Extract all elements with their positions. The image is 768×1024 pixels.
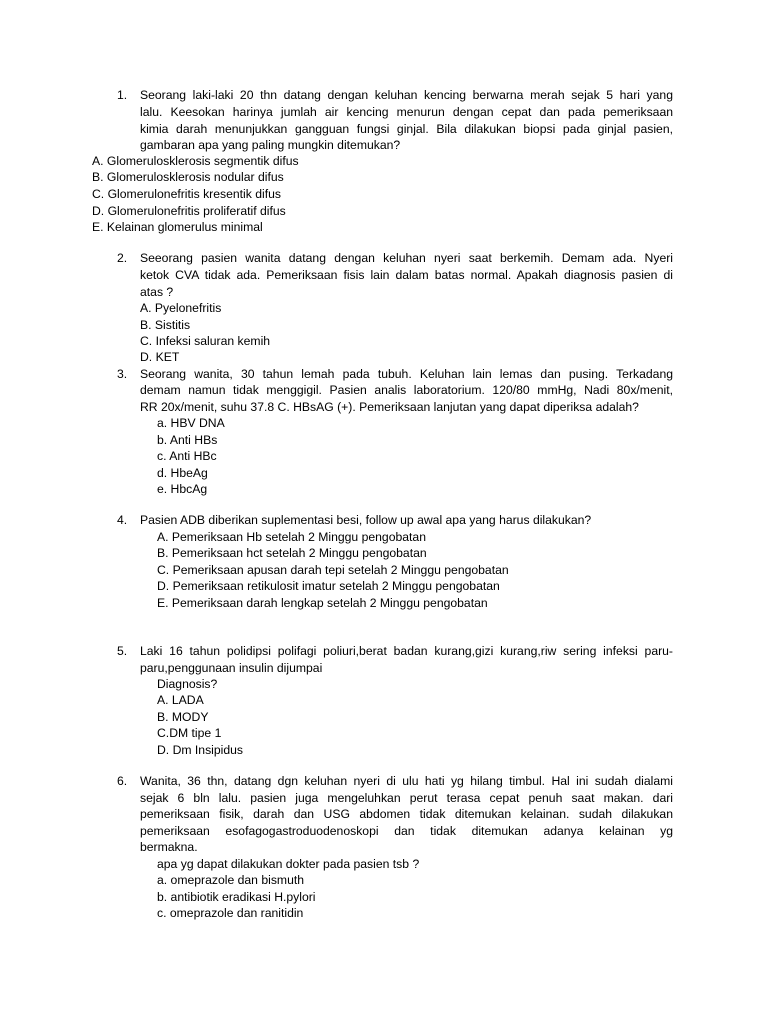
answer-option: D. Pemeriksaan retikulosit imatur setelah 2 Minggu pengobatan — [157, 579, 500, 593]
answer-option: D. KET — [140, 350, 180, 364]
answer-option: B. MODY — [157, 710, 209, 724]
answer-option: C. Glomerulonefritis kresentik difus — [92, 187, 281, 201]
question-stem-line: Laki 16 tahun polidipsi polifagi poliuri,berat badan kurang,gizi kurang,riw sering infeksi paru- — [140, 644, 673, 658]
question-number: 2. — [117, 251, 128, 265]
answer-option: C. Pemeriksaan apusan darah tepi setelah 2 Minggu pengobatan — [157, 563, 509, 577]
question-stem-line: sejak 6 bln lalu. pasien juga mengeluhkan perut terasa cepat penuh saat makan. dari — [140, 791, 673, 805]
answer-option: d. HbeAg — [157, 466, 208, 480]
answer-option: b. Anti HBs — [157, 433, 218, 447]
answer-option: A. Glomerulosklerosis segmentik difus — [92, 154, 299, 168]
question-stem-line: Pasien ADB diberikan suplementasi besi, follow up awal apa yang harus dilakukan? — [140, 513, 592, 527]
answer-option: A. LADA — [157, 693, 204, 707]
answer-option: e. HbcAg — [157, 482, 208, 496]
question-number: 4. — [117, 513, 128, 527]
question-stem-line: paru,penggunaan insulin dijumpai — [140, 661, 323, 675]
answer-option: b. antibiotik eradikasi H.pylori — [157, 890, 316, 904]
question-stem-line: RR 20x/menit, suhu 37.8 C. HBsAG (+). Pemeriksaan lanjutan yang dapat diperiksa adalah? — [140, 400, 639, 414]
question-stem-line: lalu. Keesokan harinya jumlah air kencing menurun dengan cepat dan pada pemeriksaan — [140, 105, 673, 119]
question-number: 6. — [117, 774, 128, 788]
question-number: 5. — [117, 644, 128, 658]
answer-option: A. Pyelonefritis — [140, 301, 222, 315]
question-stem-line: Seeorang pasien wanita datang dengan keluhan nyeri saat berkemih. Demam ada. Nyeri — [140, 251, 673, 265]
question-stem-line: demam namun tidak menggigil. Pasien analis laboratorium. 120/80 mmHg, Nadi 80x/menit, — [140, 383, 673, 397]
question-stem-line: Seorang laki-laki 20 thn datang dengan keluhan kencing berwarna merah sejak 5 hari yang — [140, 88, 673, 102]
question-stem-line: atas ? — [140, 285, 174, 299]
answer-option: E. Kelainan glomerulus minimal — [92, 220, 263, 234]
question-sub-prompt: apa yg dapat dilakukan dokter pada pasien tsb ? — [157, 857, 420, 871]
question-stem-line: bermakna. — [140, 840, 198, 854]
answer-option: E. Pemeriksaan darah lengkap setelah 2 Minggu pengobatan — [157, 596, 488, 610]
answer-option: C.DM tipe 1 — [157, 726, 222, 740]
answer-option: a. HBV DNA — [157, 416, 225, 430]
answer-option: B. Sistitis — [140, 318, 191, 332]
question-sub-prompt: Diagnosis? — [157, 677, 218, 691]
question-number: 1. — [117, 88, 128, 102]
answer-option: B. Pemeriksaan hct setelah 2 Minggu pengobatan — [157, 546, 427, 560]
question-stem-line: gambaran apa yang paling mungkin ditemukan? — [140, 138, 401, 152]
question-number: 3. — [117, 367, 128, 381]
answer-option: C. Infeksi saluran kemih — [140, 334, 271, 348]
answer-option: c. omeprazole dan ranitidin — [157, 906, 304, 920]
answer-option: B. Glomerulosklerosis nodular difus — [92, 170, 284, 184]
question-stem-line: Seorang wanita, 30 tahun lemah pada tubuh. Keluhan lain lemas dan pusing. Terkadang — [140, 367, 673, 381]
answer-option: a. omeprazole dan bismuth — [157, 873, 305, 887]
question-stem-line: pemeriksaan fisik, darah dan USG abdomen tidak ditemukan kelainan. sudah dilakukan — [140, 807, 673, 821]
question-stem-line: kimia darah menunjukkan gangguan fungsi ginjal. Bila dilakukan biopsi pada ginjal pasien, — [140, 122, 673, 136]
answer-option: D. Dm Insipidus — [157, 743, 244, 757]
answer-option: c. Anti HBc — [157, 449, 217, 463]
question-stem-line: ketok CVA tidak ada. Pemeriksaan fisis lain dalam batas normal. Apakah diagnosis pasien di — [140, 268, 673, 282]
question-stem-line: Wanita, 36 thn, datang dgn keluhan nyeri di ulu hati yg hilang timbul. Hal ini sudah dialami — [140, 774, 673, 788]
answer-option: A. Pemeriksaan Hb setelah 2 Minggu pengobatan — [157, 530, 426, 544]
answer-option: D. Glomerulonefritis proliferatif difus — [92, 204, 286, 218]
question-stem-line: pemeriksaan esofagogastroduodenoskopi dan tidak ditemukan adanya kelainan yg — [140, 824, 673, 838]
